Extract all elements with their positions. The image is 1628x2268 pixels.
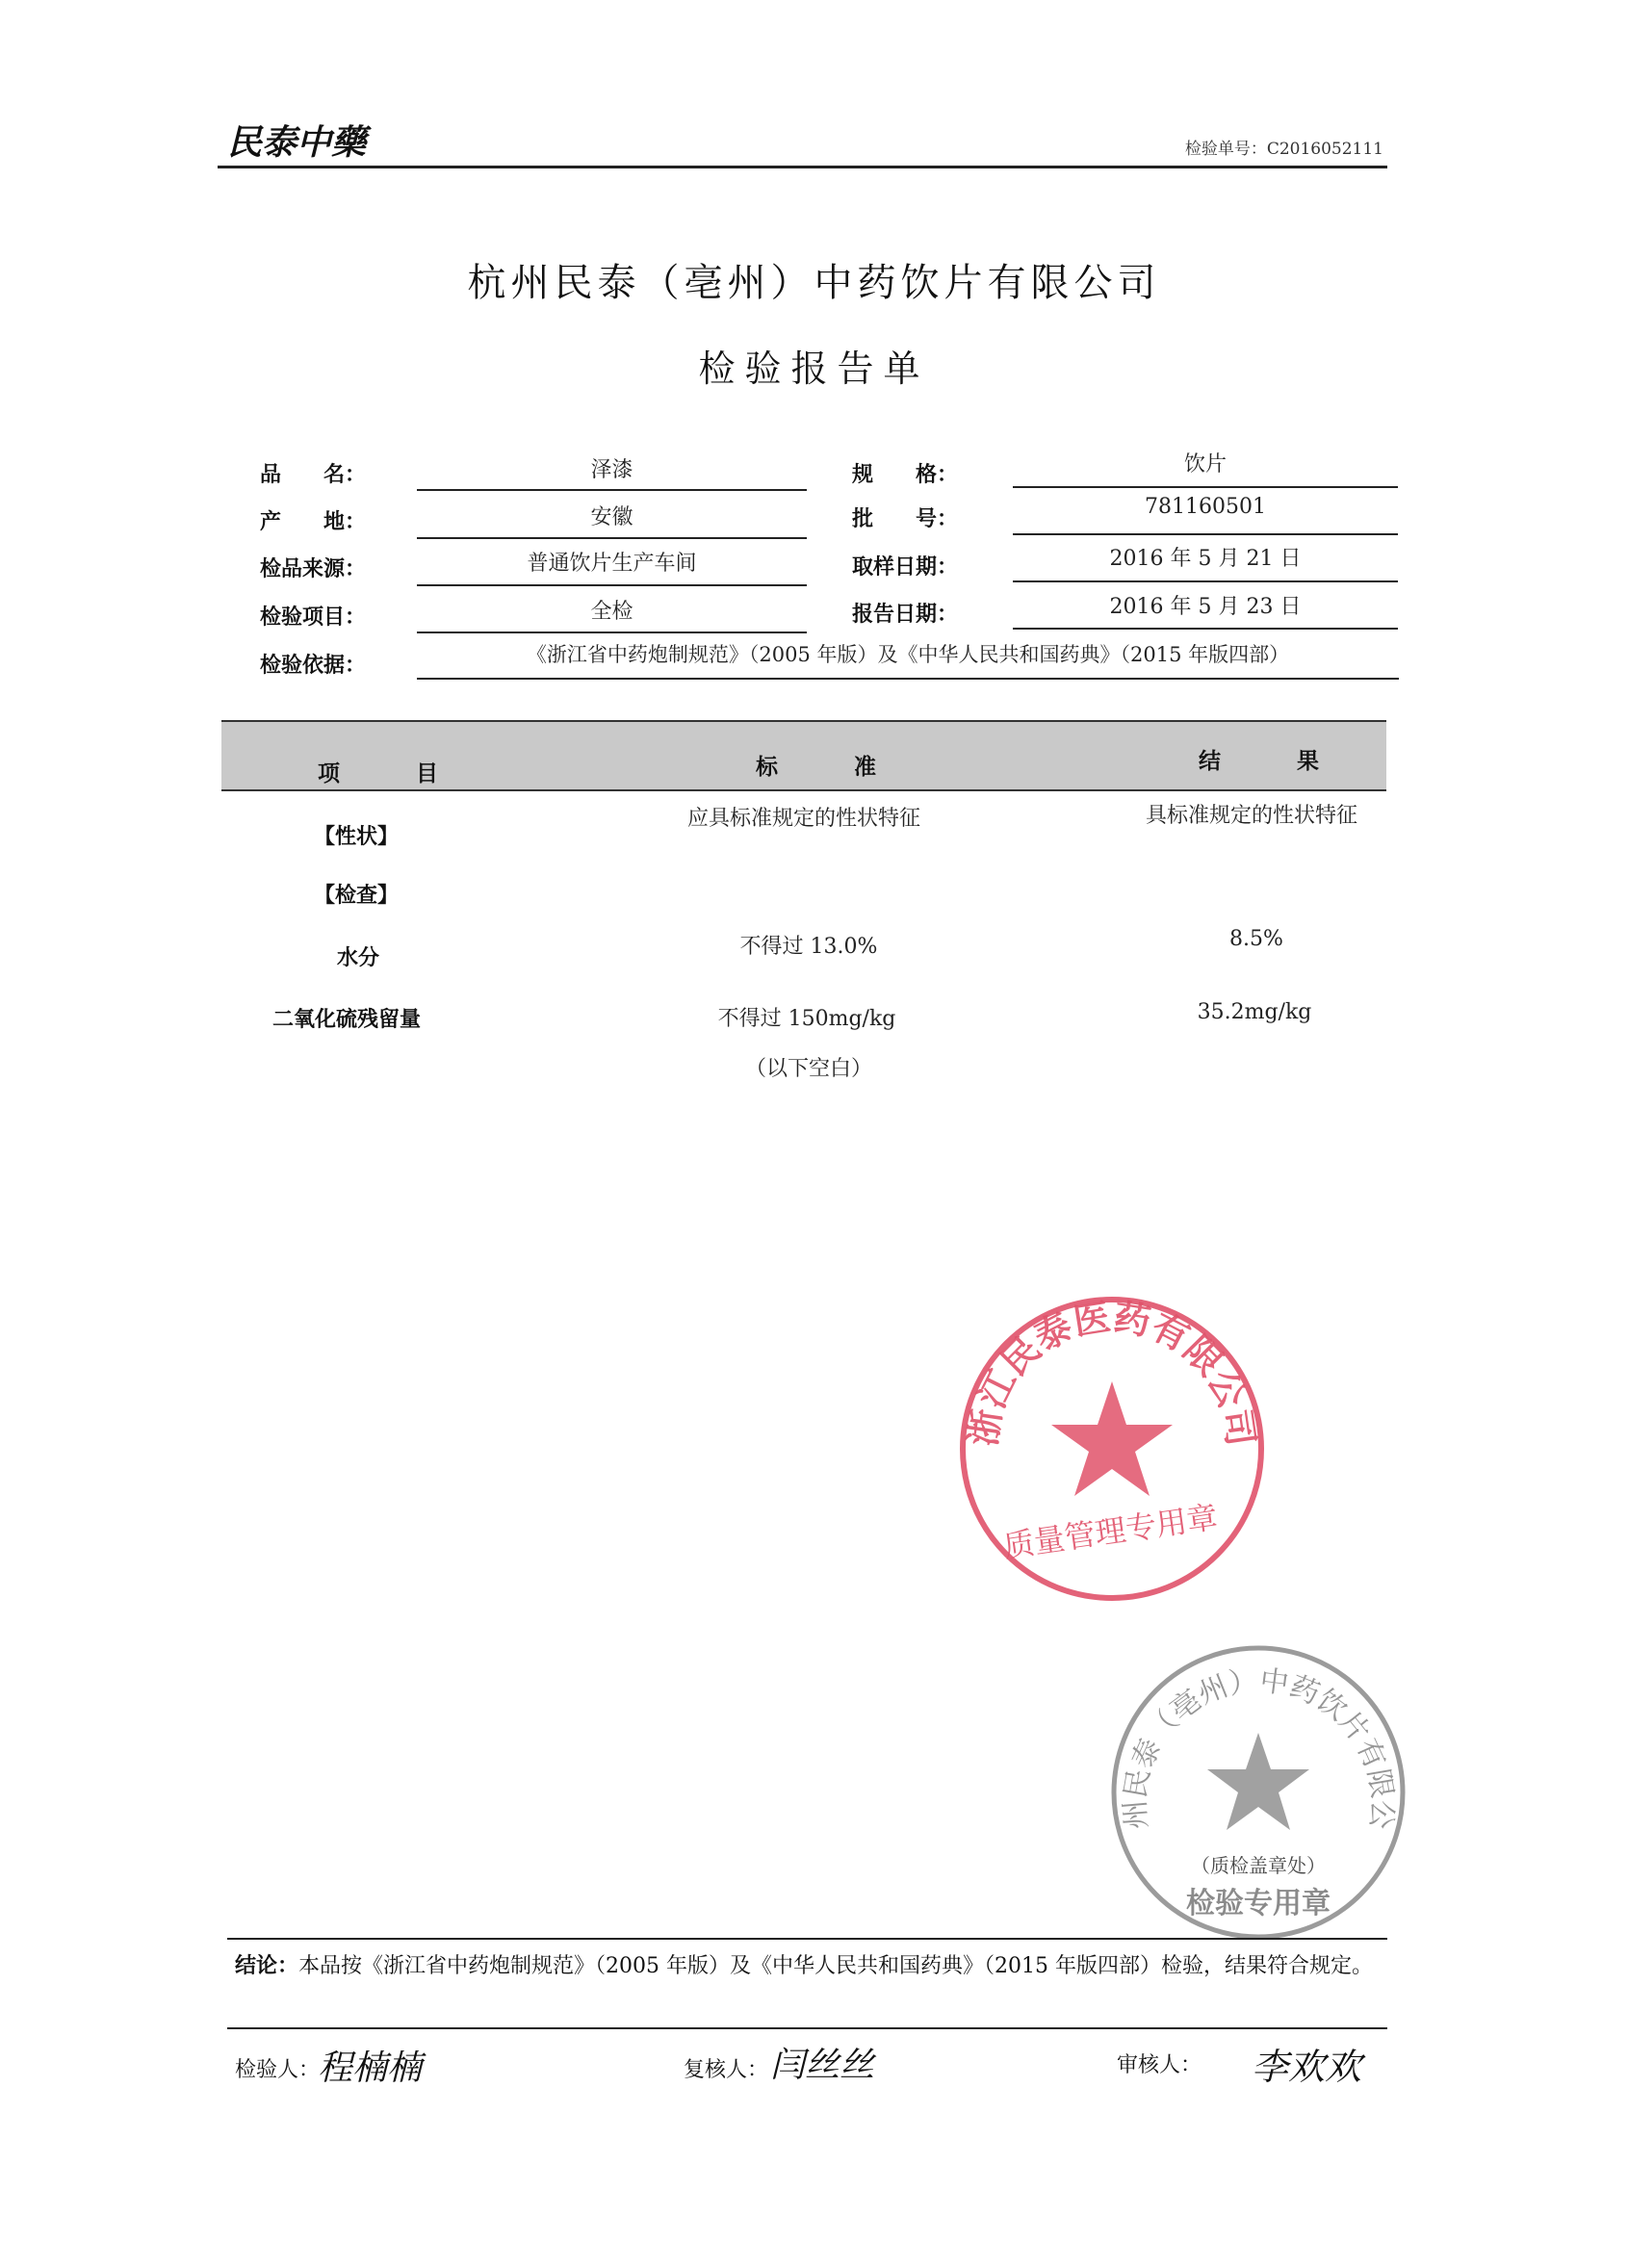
spec-value: 饮片 <box>1183 452 1227 477</box>
red-stamp-ring-text: 浙江民泰医药有限公司 <box>961 1295 1263 1449</box>
report-date-value: 2016 年 5 月 23 日 <box>1109 595 1302 619</box>
source-value: 普通饮片生产车间 <box>527 552 697 576</box>
table-row-item: 【检查】 <box>313 883 399 908</box>
reviewer-signature-text: 闫丝丝 <box>770 2046 875 2085</box>
footer-divider <box>227 1938 1387 1940</box>
company-name: 杭州民泰（亳州）中药饮片有限公司 <box>467 261 1161 305</box>
header-item: 项 目 <box>318 760 465 786</box>
inspector-signature <box>318 2039 443 2092</box>
end-of-table-note: （以下空白） <box>744 1057 872 1081</box>
header-standard: 标 准 <box>756 754 903 780</box>
batch-label: 批 号： <box>852 506 959 531</box>
report-date-underline <box>1013 628 1398 630</box>
red-stamp-sub: 质量管理专用章 <box>1000 1498 1221 1565</box>
reviewer-label: 复核人： <box>684 2058 769 2082</box>
conclusion <box>235 1949 1390 1983</box>
product-name-underline <box>417 489 807 491</box>
table-row-standard: 不得过 150mg/kg <box>717 1007 896 1031</box>
basis-value: 《浙江省中药炮制规范》（2005 年版）及《中华人民共和国药典》（2015 年版四部） <box>526 643 1290 666</box>
svg-text:民泰中藥: 民泰中藥 <box>227 122 367 163</box>
table-row-result: 35.2mg/kg <box>1197 1000 1312 1024</box>
gray-stamp-ring-text: 州民泰（亳州）中药饮片有限公 <box>1118 1663 1400 1831</box>
inspector-signature-text: 程楠楠 <box>318 2049 423 2088</box>
product-name-value: 泽漆 <box>590 458 633 482</box>
table-row-item: 【性状】 <box>313 824 399 849</box>
conclusion-text: 本品按《浙江省中药炮制规范》（2005 年版）及《中华人民共和国药典》（2015 年版四部）检验，结果符合规定。 <box>298 1954 1373 1978</box>
sampling-date-underline <box>1013 580 1398 582</box>
source-underline <box>417 584 807 586</box>
test-item-value: 全检 <box>590 600 633 624</box>
header-result: 结 果 <box>1199 748 1346 774</box>
origin-underline <box>417 537 807 539</box>
batch-underline <box>1013 533 1398 535</box>
test-item-label: 检验项目： <box>260 605 367 630</box>
table-row-result: 8.5% <box>1229 927 1283 951</box>
approver-signature-text: 李欢欢 <box>1252 2046 1362 2088</box>
source-label: 检品来源： <box>260 556 367 581</box>
sampling-date-label: 取样日期： <box>852 554 959 580</box>
conclusion-label: 结论： <box>235 1953 299 1978</box>
company-logo <box>227 114 372 168</box>
sampling-date-value: 2016 年 5 月 21 日 <box>1109 547 1302 571</box>
test-item-underline <box>417 631 807 633</box>
origin-label: 产 地： <box>260 509 367 534</box>
document-title: 检验报告单 <box>698 348 930 390</box>
spec-label: 规 格： <box>852 462 959 487</box>
report-number: 检验单号：C2016052111 <box>1184 140 1383 159</box>
header-divider <box>218 166 1387 168</box>
footer-divider-2 <box>227 2027 1387 2029</box>
gray-stamp-sub: 检验专用章 <box>1186 1887 1331 1920</box>
batch-value: 781160501 <box>1145 495 1266 519</box>
reviewer-signature <box>770 2036 915 2089</box>
table-row-item: 水分 <box>336 945 379 970</box>
approver-signature <box>1252 2036 1396 2094</box>
gray-stamp-hint: （质检盖章处） <box>1191 1854 1326 1877</box>
approver-label: 审核人： <box>1117 2053 1202 2077</box>
table-row-item: 二氧化硫残留量 <box>271 1007 421 1032</box>
quality-management-stamp <box>953 1290 1271 1608</box>
report-date-label: 报告日期： <box>852 602 959 627</box>
table-row-standard: 不得过 13.0% <box>739 935 878 959</box>
inspection-stamp <box>1107 1641 1410 1945</box>
inspector-label: 检验人： <box>235 2058 321 2082</box>
basis-underline <box>417 678 1399 680</box>
origin-value: 安徽 <box>590 505 633 529</box>
table-row-result: 具标准规定的性状特征 <box>1145 804 1357 828</box>
table-row-standard: 应具标准规定的性状特征 <box>686 807 920 831</box>
spec-underline <box>1013 486 1398 488</box>
product-name-label: 品 名： <box>260 462 367 487</box>
basis-label: 检验依据： <box>260 653 367 678</box>
